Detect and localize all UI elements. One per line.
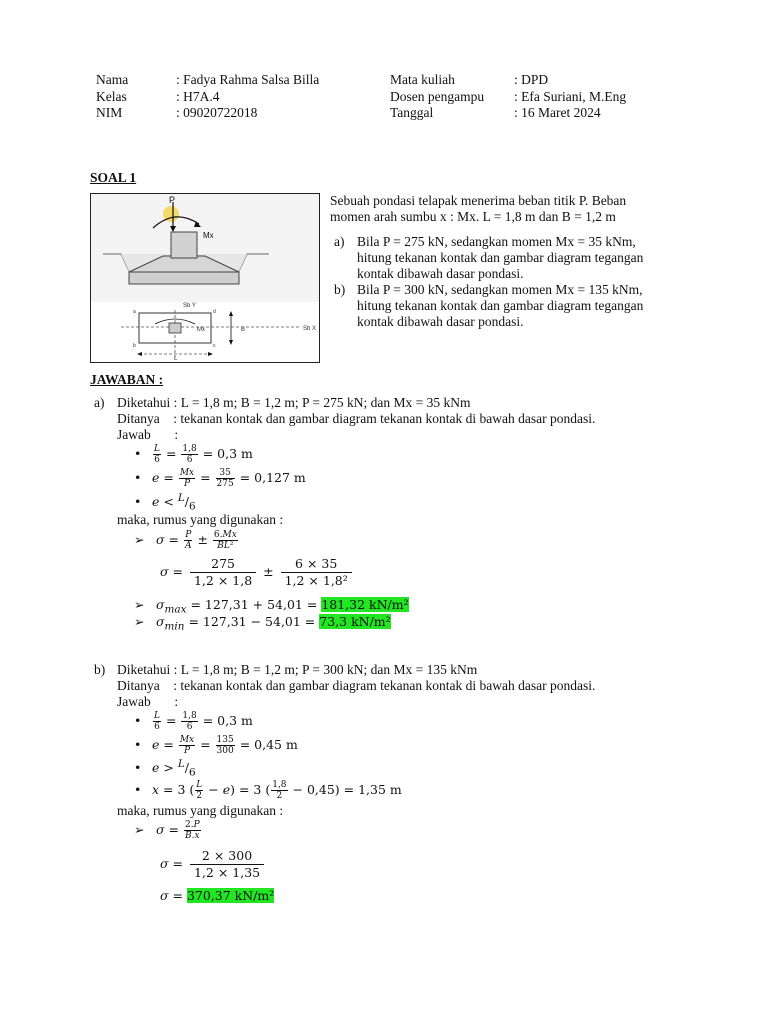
label-sby: Sb Y [183, 303, 196, 309]
foundation-figure [90, 193, 320, 363]
header-value-tanggal: : 16 Maret 2024 [514, 105, 601, 120]
b-l6-result: = 0,3 m [202, 713, 253, 728]
label-p: P [169, 195, 176, 205]
header-label-kelas: Kelas [96, 89, 127, 104]
header-value-nim: : 09020722018 [176, 105, 258, 120]
a-substitution: σ = $\frac{275}{1,2 \times 1,8}$ ± $\frac{6 \times 35}{\text{1,2 × 1,8²}}$ [160, 556, 355, 589]
label-b: B [241, 327, 246, 333]
soal-intro-line2: momen arah sumbu x : Mx. L = 1,8 m dan B = 1,2 m [330, 209, 616, 224]
corner-d: d [213, 309, 216, 315]
a-step-e-compare: • $e < ^L/_6$ [134, 492, 196, 513]
header-label-nama: Nama [96, 72, 129, 87]
header-value-nama: : Fadya Rahma Salsa Billa [176, 72, 320, 87]
header-value-dosen: : Efa Suriani, M.Eng [514, 89, 627, 104]
b-sigma-result: σ = 370,37 kN/m² [160, 888, 275, 903]
b-step-x: • x = 3 ( $\frac{L}{2}$ − e) = 3 ( $\frac{1,8}{2}$ − 0,45) = 1,35 m [134, 780, 402, 801]
soal-b-marker: b) [334, 282, 346, 297]
a-step-l6: • $\frac{L}{6}$ = $\frac{1,8}{6}$ = 0,3 m [134, 444, 253, 465]
header-label-matkul: Mata kuliah [390, 72, 455, 87]
soal-intro-line1: Sebuah pondasi telapak menerima beban titik P. Beban [330, 193, 627, 208]
soal-a-line3: kontak dibawah dasar pondasi. [357, 266, 524, 281]
a-sigma-max-value: 181,32 kN/m² [321, 597, 409, 612]
b-substitution: σ = $\frac{2 \times 300}{1,2 \times 1,35}$ [160, 848, 267, 881]
header-value-kelas: : H7A.4 [176, 89, 220, 104]
jawaban-title: JAWABAN : [90, 372, 164, 387]
label-sbx: Sb X [303, 326, 317, 332]
jawaban-b-diketahui: Diketahui : L = 1,8 m; B = 1,2 m; P = 300 kN; dan Mx = 135 kNm [117, 662, 478, 677]
soal-b-line2: hitung tekanan kontak dan gambar diagram tegangan [357, 298, 644, 313]
b-formula: ➢ σ = $\frac{2.P}{B.x}$ [134, 820, 200, 841]
label-mx-plan: Mx [197, 327, 205, 333]
a-sigma-min-expr: = 127,31 − 54,01 = [188, 614, 316, 629]
header-label-dosen: Dosen pengampu [390, 89, 485, 104]
b-step-l6: • $\frac{L}{6}$ = $\frac{1,8}{6}$ = 0,3 m [134, 711, 253, 732]
b-e-result: = 0,45 m [239, 737, 298, 752]
label-mx: Mx [203, 231, 214, 240]
soal-b-line1: Bila P = 300 kN, sedangkan momen Mx = 135 kNm, [357, 282, 643, 297]
soal-b-line3: kontak dibawah dasar pondasi. [357, 314, 524, 329]
b-step-e-compare: • $e > ^L/_6$ [134, 758, 196, 779]
a-sigma-max: ➢ $\sigma_{max} = 127,31 + 54,01 = 181,32$ kN/m² [134, 597, 409, 616]
b-sigma-value: 370,37 kN/m² [186, 888, 275, 903]
jawaban-a-ditanya: Ditanya : tekanan kontak dan gambar diagram tekanan kontak di bawah dasar pondasi. [117, 411, 596, 426]
a-e-result: = 0,127 m [239, 470, 306, 485]
jawaban-a-jawab: Jawab : [117, 427, 179, 442]
soal-a-line1: Bila P = 275 kN, sedangkan momen Mx = 35 kNm, [357, 234, 636, 249]
header-label-tanggal: Tanggal [390, 105, 434, 120]
a-l6-result: = 0,3 m [202, 446, 253, 461]
jawaban-b-ditanya: Ditanya : tekanan kontak dan gambar diagram tekanan kontak di bawah dasar pondasi. [117, 678, 596, 693]
a-step-e: • e = $\frac{Mx}{P}$ = $\frac{35}{275}$ = 0,127 m [134, 468, 306, 489]
header-label-nim: NIM [96, 105, 123, 120]
label-l: L [174, 356, 178, 362]
a-sigma-max-expr: = 127,31 + 54,01 = [190, 597, 318, 612]
a-maka: maka, rumus yang digunakan : [117, 512, 284, 527]
b-step-e: • e = $\frac{Mx}{P}$ = $\frac{135}{300}$ = 0,45 m [134, 735, 298, 756]
b-x-result: = 1,35 m [343, 782, 402, 797]
corner-c: c [213, 343, 216, 349]
jawaban-b-marker: b) [94, 662, 106, 677]
foundation-diagram [91, 194, 319, 362]
corner-b: b [133, 343, 136, 349]
a-sigma-min-value: 73,3 kN/m² [319, 614, 391, 629]
corner-a: a [133, 309, 136, 315]
a-formula: ➢ σ = $\frac{P}{A}$ ± $\frac{6.Mx}{\text{BL²}}$ [134, 530, 237, 551]
soal-title: SOAL 1 [90, 170, 137, 185]
soal-a-line2: hitung tekanan kontak dan gambar diagram tegangan [357, 250, 644, 265]
soal-a-marker: a) [334, 234, 345, 249]
header-value-matkul: : DPD [514, 72, 549, 87]
b-maka: maka, rumus yang digunakan : [117, 803, 284, 818]
a-sigma-min: ➢ $\sigma_{min} = 127,31 - 54,01 = 73,3$ kN/m² [134, 614, 391, 633]
jawaban-b-jawab: Jawab : [117, 694, 179, 709]
jawaban-a-diketahui: Diketahui : L = 1,8 m; B = 1,2 m; P = 275 kN; dan Mx = 35 kNm [117, 395, 471, 410]
jawaban-a-marker: a) [94, 395, 105, 410]
